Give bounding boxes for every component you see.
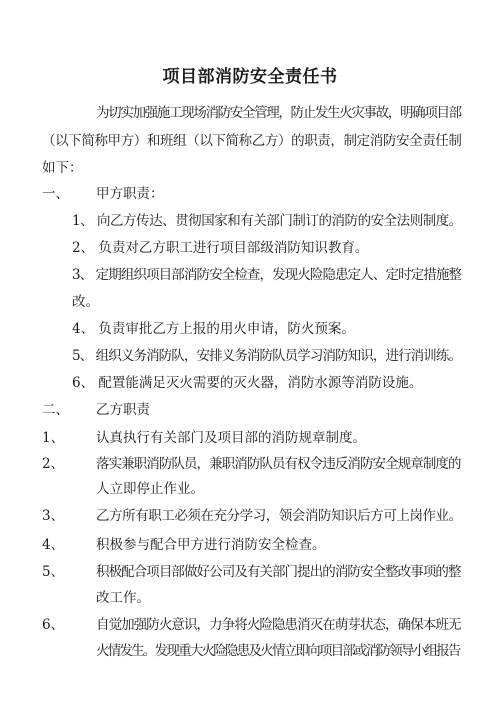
section-2-item: 乙方所有职工必须在充分学习，领会消防知识后方可上岗作业。: [96, 508, 462, 524]
section-2-number: 二、: [42, 402, 69, 418]
section-1-item-continuation: 改。: [72, 294, 99, 310]
section-1-item: 5、 组织义务消防队，安排义务消防队员学习消防知识，进行消训练。: [72, 348, 462, 364]
intro-line-3: 如下：: [42, 160, 83, 176]
section-2-item-number: 6、: [42, 617, 65, 633]
section-1-item: 3、 定期组织项目部消防安全检查，发现火险隐患定人、定时定措施整: [72, 267, 462, 283]
intro-line-1: 为切实加强施工现场消防安全管理，防止发生火灾事故，明确项目部: [96, 105, 461, 121]
section-1-item: 4、 负责审批乙方上报的用火申请，防火预案。: [72, 321, 355, 337]
section-2-item: 自觉加强防火意识，力争将火险隐患消灭在萌芽状态，确保本班无: [96, 617, 461, 633]
section-2-item-number: 2、: [42, 456, 65, 472]
section-2-item: 积极配合项目部做好公司及有关部门提出的消防安全整改事项的整: [96, 564, 461, 580]
section-2-item-number: 4、: [42, 537, 65, 553]
section-1-heading: 甲方职责：: [96, 186, 164, 202]
intro-line-2: （以下简称甲方）和班组（以下简称乙方）的职责，制定消防安全责任制: [42, 133, 462, 149]
section-1-item: 2、 负责对乙方职工进行项目部级消防知识教育。: [72, 240, 369, 256]
section-2-item-number: 3、: [42, 508, 65, 524]
section-2-item: 落实兼职消防队员，兼职消防队员有权令违反消防安全规章制度的: [96, 456, 461, 472]
section-2-item-continuation: 火情发生。发现重大火险隐患及火情立即向项目部或消防领导小组报告: [96, 643, 460, 659]
section-2-item: 积极参与配合甲方进行消防安全检查。: [96, 537, 326, 553]
section-1-item: 6、 配置能满足灭火需要的灭火器，消防水源等消防设施。: [72, 375, 423, 391]
section-2-item-continuation: 改工作。: [96, 590, 150, 606]
document-title: 项目部消防安全责任书: [162, 67, 338, 87]
section-2-item: 认真执行有关部门及项目部的消防规章制度。: [96, 430, 366, 446]
section-2-heading: 乙方职责: [96, 402, 150, 418]
section-2-item-number: 5、: [42, 564, 65, 580]
section-2-item-number: 1、: [42, 430, 65, 446]
section-2-item-continuation: 人立即停止作业。: [96, 481, 204, 497]
section-1-number: 一、: [42, 186, 69, 202]
section-1-item: 1、 向乙方传达、贯彻国家和有关部门制订的消防的安全法则制度。: [72, 213, 462, 229]
